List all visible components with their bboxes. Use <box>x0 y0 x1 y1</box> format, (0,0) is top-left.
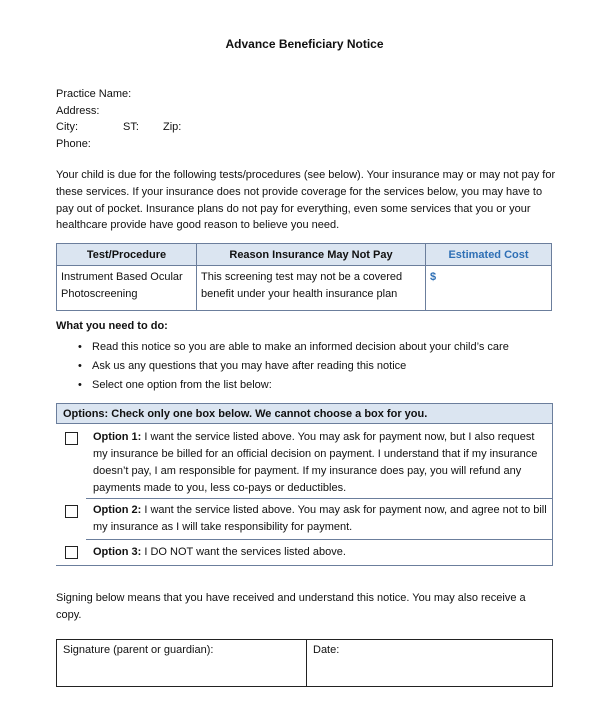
procedure-table <box>56 243 552 311</box>
date-field[interactable]: Date: <box>313 644 340 656</box>
intro-paragraph: Your child is due for the following tests/procedures (see below). Your insurance may or may not pay for these services. If your insurance does not provide coverage for the services below, you may have to pay out of pocket. Insurance plans do not pay for everything, even some services that you or your healthcare provide have good reason to believe you need. <box>56 169 556 232</box>
option-1-text: I want the service listed above. You may ask for payment now, but I also request my insurance be billed for an official decision on payment. I understand that if my insurance doesn’t pay, I am responsible for payment. If my insurance does pay, you will refund any payments made to you, less co-pays or deductibles. <box>93 431 538 494</box>
option-3-checkbox[interactable] <box>65 546 78 559</box>
reason-cell: This screening test may not be a covered benefit under your health insurance plan <box>197 266 426 311</box>
signature-field[interactable]: Signature (parent or guardian): <box>63 644 214 656</box>
list-item: • Read this notice so you are able to make an informed decision about your child’s care <box>78 338 509 357</box>
options-right-border <box>552 424 553 566</box>
state-label: ST: <box>123 121 139 133</box>
address-label: Address: <box>56 104 100 117</box>
header-estimated-cost: Estimated Cost <box>426 244 552 266</box>
option-2-label: Option 2: <box>93 504 142 516</box>
option-3-row <box>56 544 553 562</box>
header-reason: Reason Insurance May Not Pay <box>197 244 426 266</box>
header-test-procedure: Test/Procedure <box>57 244 197 266</box>
option-1-checkbox[interactable] <box>65 432 78 445</box>
option-2-text: I want the service listed above. You may ask for payment now, and agree not to bill my insurance as I will take responsibility for payment. <box>93 504 547 533</box>
page-title: Advance Beneficiary Notice <box>225 37 384 51</box>
zip-label: Zip: <box>163 121 182 133</box>
option-2-row <box>56 502 553 536</box>
table-header-row <box>57 244 552 266</box>
table-row <box>57 266 552 311</box>
signature-divider <box>306 640 307 686</box>
options-panel <box>56 403 553 566</box>
practice-info <box>56 86 182 152</box>
list-item: • Select one option from the list below: <box>78 376 509 395</box>
city-label: City: <box>56 121 78 133</box>
option-1-label: Option 1: <box>93 431 142 443</box>
what-to-do-list <box>78 338 509 395</box>
option-divider <box>86 539 553 540</box>
options-heading: Options: Check only one box below. We cannot choose a box for you. <box>56 403 553 424</box>
option-1-row <box>56 429 553 497</box>
list-item: • Ask us any questions that you may have after reading this notice <box>78 357 509 376</box>
practice-name-label: Practice Name: <box>56 88 132 100</box>
procedure-cell: Instrument Based Ocular Photoscreening <box>57 266 197 311</box>
option-divider <box>86 498 553 499</box>
cost-cell: $ <box>430 271 437 283</box>
what-to-do-heading: What you need to do: <box>56 320 168 332</box>
option-3-text: I DO NOT want the services listed above. <box>141 546 346 558</box>
phone-label: Phone: <box>56 137 91 150</box>
signing-note: Signing below means that you have received and understand this notice. You may also receive a copy. <box>56 592 526 621</box>
options-bottom-border <box>56 565 553 566</box>
signature-box <box>56 639 553 687</box>
option-2-checkbox[interactable] <box>65 505 78 518</box>
option-3-label: Option 3: <box>93 546 142 558</box>
